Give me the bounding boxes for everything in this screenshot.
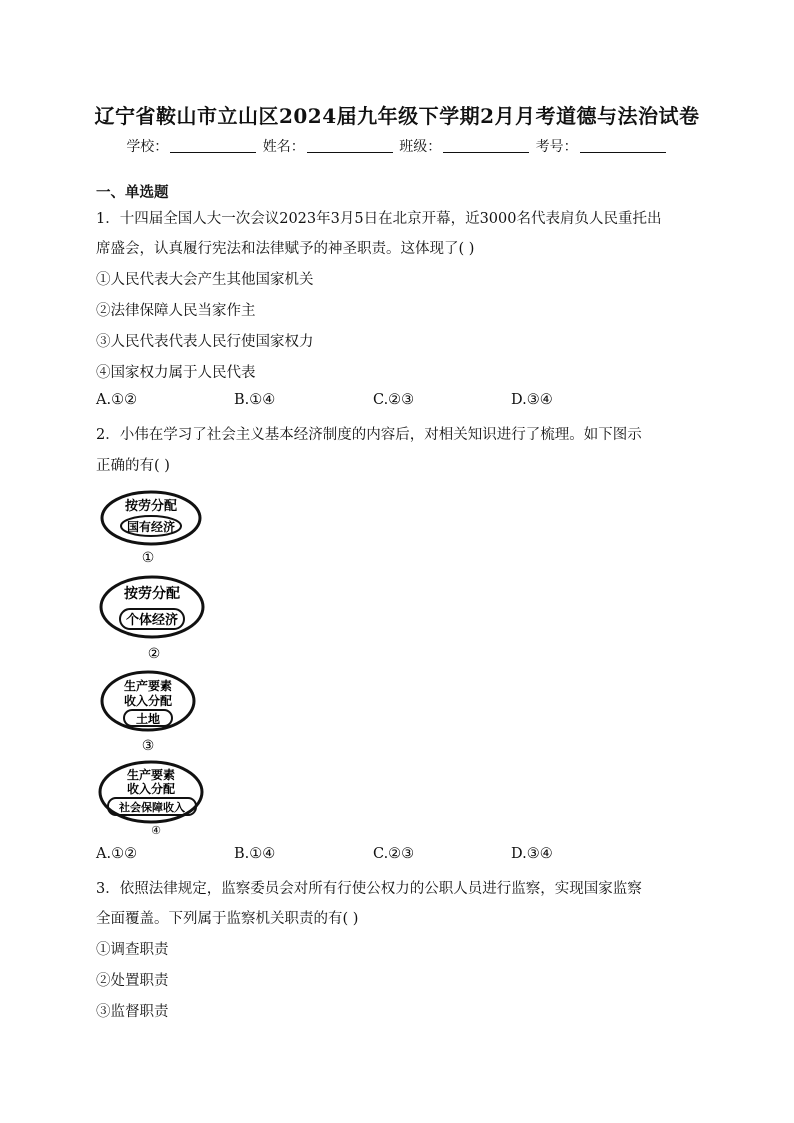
fig1-number: ① — [141, 550, 155, 566]
name-blank[interactable] — [307, 138, 393, 153]
exam-title: 辽宁省鞍山市立山区2024届九年级下学期2月月考道德与法治试卷 — [94, 104, 700, 128]
q1-item-4: ④国家权力属于人民代表 — [96, 365, 256, 381]
class-label: 班级： — [399, 139, 442, 155]
q2-option-d[interactable]: D.③④ — [511, 846, 553, 862]
class-blank[interactable] — [443, 138, 529, 153]
q3-item-3: ③监督职责 — [96, 1004, 169, 1020]
q1-option-d[interactable]: D.③④ — [511, 392, 553, 408]
q1-option-a[interactable]: A.①② — [96, 392, 138, 408]
q1-stem-line2: 席盛会，认真履行宪法和法律赋予的神圣职责。这体现了( ) — [96, 241, 475, 257]
q2-figure-4 — [98, 760, 208, 840]
fig3-outer-label-2: 收入分配 — [123, 694, 173, 708]
exam-number-blank[interactable] — [580, 138, 666, 153]
q2-figure-3 — [98, 670, 202, 754]
exam-number-label: 考号： — [535, 139, 578, 155]
q1-item-1: ①人民代表大会产生其他国家机关 — [96, 272, 314, 288]
fig1-outer-label: 按劳分配 — [124, 499, 178, 514]
q1-option-c[interactable]: C.②③ — [373, 392, 415, 408]
fig3-inner-label: 土地 — [135, 712, 161, 726]
school-blank[interactable] — [170, 138, 256, 153]
q3-item-1: ①调查职责 — [96, 942, 169, 958]
q2-figure-1 — [98, 490, 208, 566]
q2-option-a[interactable]: A.①② — [96, 846, 138, 862]
q3-stem-line2: 全面覆盖。下列属于监察机关职责的有( ) — [96, 911, 359, 927]
fig2-outer-label: 按劳分配 — [124, 586, 180, 602]
fig4-number: ④ — [151, 824, 161, 837]
q2-figure-2 — [98, 574, 210, 662]
q3-item-2: ②处置职责 — [96, 973, 169, 989]
section-heading: 一、单选题 — [96, 184, 169, 201]
student-info-row — [0, 136, 794, 156]
fig2-number: ② — [147, 646, 161, 662]
q2-option-b[interactable]: B.①④ — [234, 846, 276, 862]
q1-option-b[interactable]: B.①④ — [234, 392, 276, 408]
fig4-inner-label: 社会保障收入 — [119, 801, 185, 814]
fig4-outer-label-1: 生产要素 — [126, 768, 176, 782]
q3-stem-line1: 3．依照法律规定，监察委员会对所有行使公权力的公职人员进行监察，实现国家监察 — [96, 881, 642, 897]
fig2-inner-label: 个体经济 — [125, 613, 179, 628]
school-label: 学校： — [126, 139, 169, 155]
fig1-inner-label: 国有经济 — [126, 520, 176, 534]
fig4-outer-label-2: 收入分配 — [126, 782, 176, 796]
q2-stem-line1: 2．小伟在学习了社会主义基本经济制度的内容后，对相关知识进行了梳理。如下图示 — [96, 427, 642, 443]
q2-stem-line2: 正确的有( ) — [96, 458, 170, 474]
q1-item-2: ②法律保障人民当家作主 — [96, 303, 256, 319]
q1-stem-line1: 1．十四届全国人大一次会议2023年3月5日在北京开幕，近3000名代表肩负人民重托出 — [96, 211, 662, 227]
fig3-outer-label-1: 生产要素 — [123, 679, 173, 693]
fig3-number: ③ — [141, 738, 155, 754]
q1-item-3: ③人民代表代表人民行使国家权力 — [96, 334, 314, 350]
q2-option-c[interactable]: C.②③ — [373, 846, 415, 862]
name-label: 姓名： — [262, 139, 305, 155]
